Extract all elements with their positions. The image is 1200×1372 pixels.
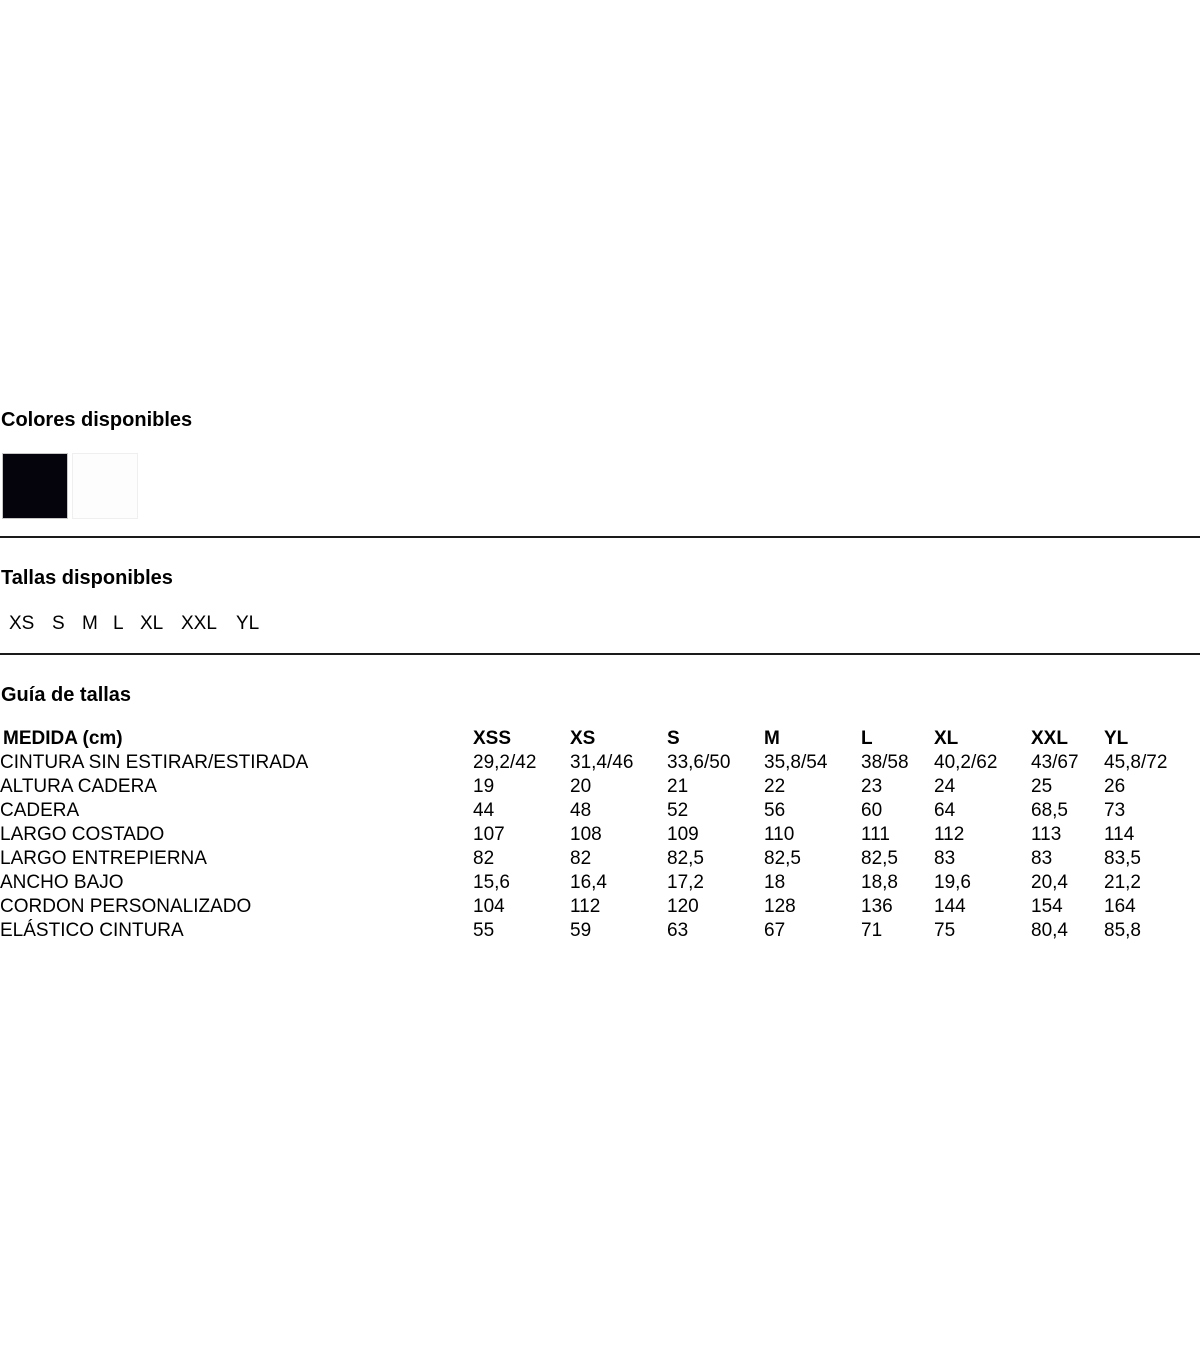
measure-value: 20,4 xyxy=(1031,872,1068,893)
header-xs: XS xyxy=(570,728,596,749)
measure-label: CORDON PERSONALIZADO xyxy=(0,896,252,917)
measure-value: 136 xyxy=(861,896,893,917)
measure-label: LARGO ENTREPIERNA xyxy=(0,848,207,869)
table-row-inseam xyxy=(0,847,1194,871)
table-row-waist xyxy=(0,751,1194,775)
measure-value: 29,2/42 xyxy=(473,752,537,773)
measure-value: 82,5 xyxy=(667,848,704,869)
header-xss: XSS xyxy=(473,728,512,749)
measure-value: 21,2 xyxy=(1104,872,1141,893)
measure-value: 60 xyxy=(861,800,883,821)
size-guide-title: Guía de tallas xyxy=(1,684,132,706)
header-l: L xyxy=(861,728,873,749)
size-option-s[interactable]: S xyxy=(52,613,65,634)
size-option-xl[interactable]: XL xyxy=(140,613,164,634)
table-row-hip xyxy=(0,799,1194,823)
measure-label: CINTURA SIN ESTIRAR/ESTIRADA xyxy=(0,752,309,773)
size-guide-table xyxy=(0,727,1194,943)
table-row-hip-height xyxy=(0,775,1194,799)
measure-value: 83 xyxy=(934,848,956,869)
measure-value: 154 xyxy=(1031,896,1063,917)
measure-value: 23 xyxy=(861,776,883,797)
measure-value: 64 xyxy=(934,800,956,821)
header-m: M xyxy=(764,728,780,749)
table-row-custom-cord xyxy=(0,895,1194,919)
measure-value: 111 xyxy=(861,824,890,845)
measure-value: 26 xyxy=(1104,776,1126,797)
measure-value: 107 xyxy=(473,824,505,845)
measure-value: 114 xyxy=(1104,824,1135,845)
header-xxl: XXL xyxy=(1031,728,1068,749)
measure-value: 40,2/62 xyxy=(934,752,998,773)
header-measure: MEDIDA (cm) xyxy=(3,728,123,749)
sizes-section-title: Tallas disponibles xyxy=(1,567,173,589)
measure-value: 17,2 xyxy=(667,872,704,893)
measure-value: 25 xyxy=(1031,776,1053,797)
header-xl: XL xyxy=(934,728,959,749)
measure-value: 82,5 xyxy=(764,848,801,869)
measure-value: 144 xyxy=(934,896,966,917)
measure-value: 19,6 xyxy=(934,872,971,893)
size-guide-body xyxy=(0,751,1194,943)
measure-value: 55 xyxy=(473,920,495,941)
measure-value: 33,6/50 xyxy=(667,752,731,773)
measure-label: LARGO COSTADO xyxy=(0,824,165,845)
measure-label: ALTURA CADERA xyxy=(0,776,157,797)
size-option-yl[interactable]: YL xyxy=(236,613,260,634)
measure-value: 18 xyxy=(764,872,786,893)
color-swatch-white[interactable] xyxy=(72,453,138,519)
measure-value: 75 xyxy=(934,920,956,941)
measure-value: 15,6 xyxy=(473,872,510,893)
measure-value: 80,4 xyxy=(1031,920,1068,941)
size-guide-header-row xyxy=(0,727,1194,751)
measure-value: 19 xyxy=(473,776,495,797)
measure-value: 45,8/72 xyxy=(1104,752,1168,773)
measure-value: 20 xyxy=(570,776,592,797)
measure-value: 67 xyxy=(764,920,786,941)
measure-value: 164 xyxy=(1104,896,1136,917)
header-s: S xyxy=(667,728,680,749)
measure-value: 112 xyxy=(934,824,965,845)
measure-value: 38/58 xyxy=(861,752,909,773)
table-row-hem-width xyxy=(0,871,1194,895)
measure-value: 48 xyxy=(570,800,592,821)
measure-value: 104 xyxy=(473,896,505,917)
header-yl: YL xyxy=(1104,728,1129,749)
measure-value: 44 xyxy=(473,800,495,821)
size-option-m[interactable]: M xyxy=(82,613,98,634)
size-option-xxl[interactable]: XXL xyxy=(181,613,217,634)
colors-section-title: Colores disponibles xyxy=(1,409,193,431)
size-option-xs[interactable]: XS xyxy=(9,613,35,634)
measure-value: 110 xyxy=(764,824,795,845)
measure-value: 82 xyxy=(473,848,495,869)
measure-value: 112 xyxy=(570,896,601,917)
measure-value: 22 xyxy=(764,776,786,797)
measure-value: 128 xyxy=(764,896,796,917)
measure-value: 52 xyxy=(667,800,689,821)
measure-value: 59 xyxy=(570,920,592,941)
measure-value: 120 xyxy=(667,896,699,917)
section-divider xyxy=(0,536,1200,538)
measure-label: ELÁSTICO CINTURA xyxy=(0,920,184,941)
available-sizes-list xyxy=(9,613,259,635)
measure-value: 82 xyxy=(570,848,592,869)
measure-value: 83,5 xyxy=(1104,848,1141,869)
measure-value: 31,4/46 xyxy=(570,752,634,773)
measure-value: 71 xyxy=(861,920,883,941)
color-swatch-black[interactable] xyxy=(2,453,68,519)
measure-value: 82,5 xyxy=(861,848,898,869)
measure-value: 43/67 xyxy=(1031,752,1079,773)
section-divider xyxy=(0,653,1200,655)
measure-value: 21 xyxy=(667,776,689,797)
size-option-l[interactable]: L xyxy=(113,613,124,634)
measure-value: 83 xyxy=(1031,848,1053,869)
measure-label: CADERA xyxy=(0,800,80,821)
measure-value: 24 xyxy=(934,776,956,797)
measure-value: 16,4 xyxy=(570,872,607,893)
measure-value: 108 xyxy=(570,824,602,845)
measure-value: 113 xyxy=(1031,824,1062,845)
color-swatches xyxy=(2,453,138,519)
measure-value: 85,8 xyxy=(1104,920,1141,941)
table-row-waist-elastic xyxy=(0,919,1194,943)
measure-value: 73 xyxy=(1104,800,1126,821)
measure-value: 56 xyxy=(764,800,786,821)
measure-value: 109 xyxy=(667,824,699,845)
table-row-side-length xyxy=(0,823,1194,847)
measure-value: 68,5 xyxy=(1031,800,1068,821)
measure-value: 35,8/54 xyxy=(764,752,828,773)
measure-label: ANCHO BAJO xyxy=(0,872,124,893)
measure-value: 63 xyxy=(667,920,689,941)
measure-value: 18,8 xyxy=(861,872,898,893)
